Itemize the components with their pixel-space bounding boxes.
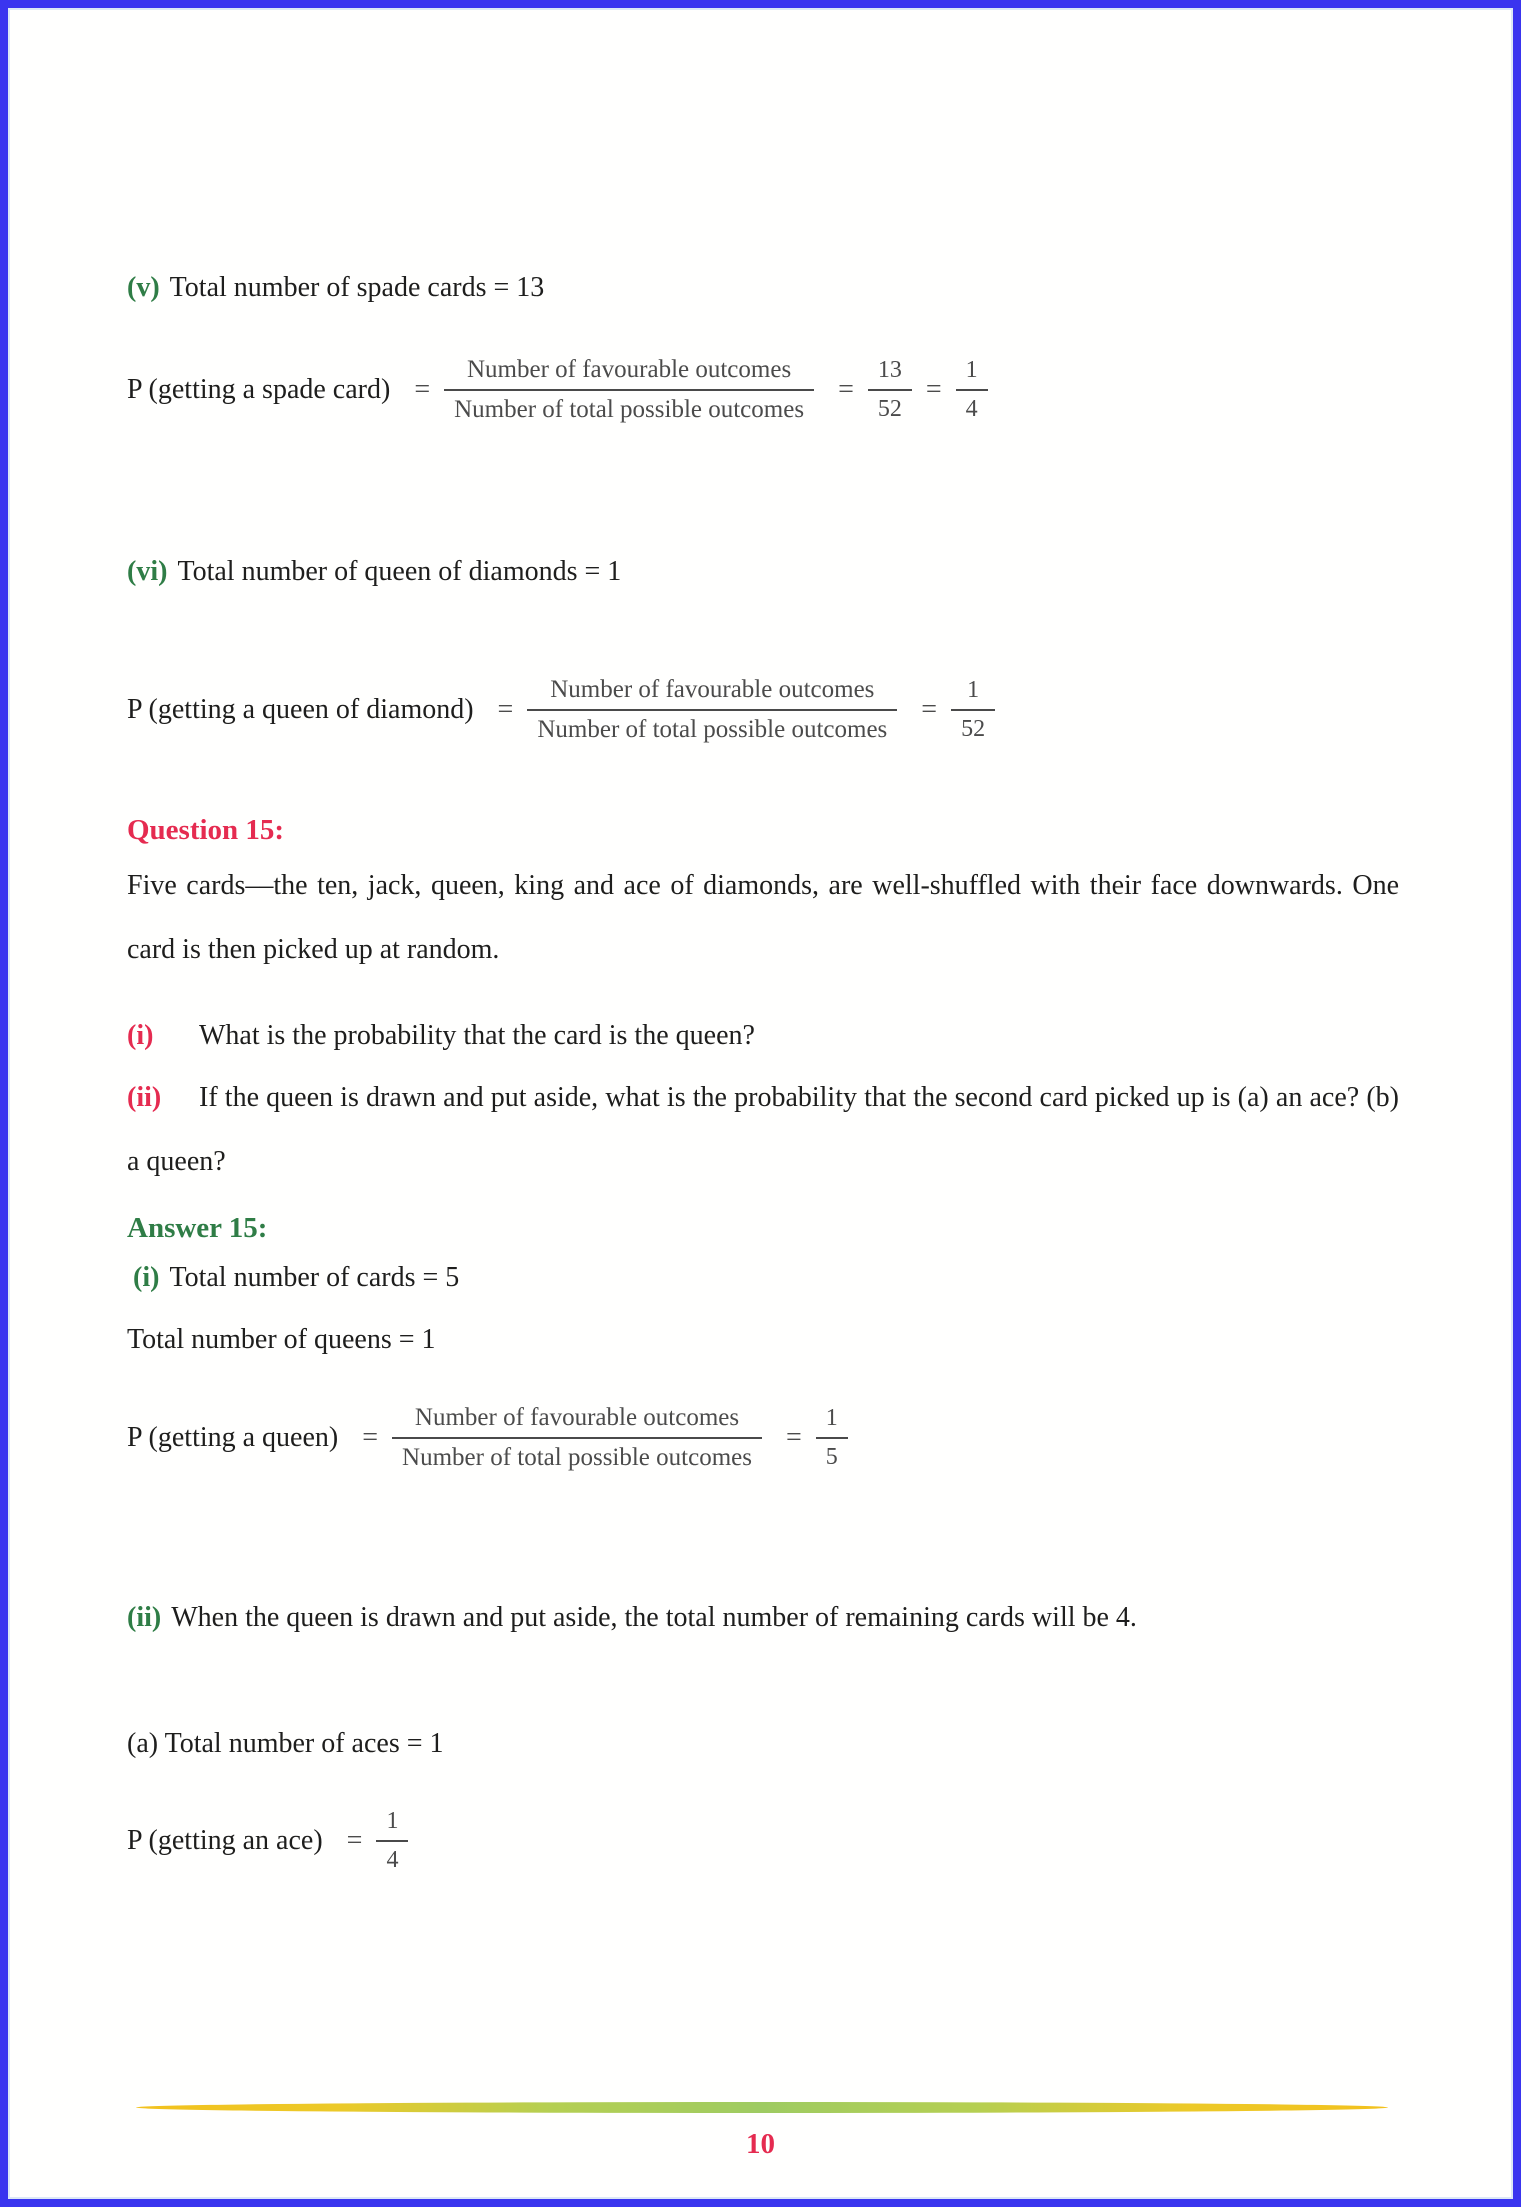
- fraction-numerator: Number of favourable outcomes: [414, 1404, 740, 1431]
- question-item-ii-marker: (ii): [127, 1082, 162, 1113]
- item-v-marker: (v): [127, 272, 160, 303]
- question-item-i-text: What is the probability that the card is the queen?: [199, 1020, 755, 1051]
- fraction-outcomes: [444, 356, 814, 424]
- equals-sign: =: [362, 1422, 379, 1453]
- equals-sign: =: [921, 694, 938, 725]
- question-item-i-marker: (i): [127, 1020, 154, 1051]
- fraction-outcomes: [527, 676, 897, 744]
- fraction-1-5: [816, 1405, 848, 1471]
- formula-ace: [127, 1808, 408, 1874]
- fraction-denominator: 52: [868, 389, 912, 423]
- answer-line-1: [127, 1256, 459, 1300]
- formula-queen-label: P (getting a queen): [127, 1422, 339, 1453]
- footer-divider-line: [136, 2102, 1388, 2113]
- question-paragraph: Five cards––the ten, jack, queen, king and ace of diamonds, are well-shuffled with their face downwards. One card is then picked up at random.: [127, 870, 1399, 965]
- fraction-denominator: Number of total possible outcomes: [444, 389, 814, 424]
- fraction-numerator: 1: [386, 1808, 399, 1834]
- question-heading: Question 15:: [127, 814, 285, 846]
- equals-sign: =: [838, 374, 854, 405]
- fraction-13-52: [868, 357, 912, 423]
- page-number: 10: [746, 2128, 775, 2160]
- item-v-text: Total number of spade cards = 13: [169, 272, 545, 303]
- answer-line-1-text: Total number of cards = 5: [169, 1262, 460, 1293]
- answer-item-ii-marker: (ii): [127, 1602, 162, 1633]
- fraction-numerator: 1: [965, 357, 978, 383]
- fraction-denominator: 4: [376, 1840, 408, 1874]
- item-v-line: [127, 266, 544, 310]
- fraction-denominator: Number of total possible outcomes: [527, 709, 897, 744]
- answer-heading: Answer 15:: [127, 1212, 268, 1244]
- formula-queen-diamond-label: P (getting a queen of diamond): [127, 694, 474, 725]
- question-item-i: [127, 1004, 1399, 1068]
- fraction-denominator: Number of total possible outcomes: [392, 1437, 762, 1472]
- answer-item-ii-text: When the queen is drawn and put aside, the total number of remaining cards will be 4.: [171, 1602, 1137, 1633]
- formula-spade-label: P (getting a spade card): [127, 374, 391, 405]
- item-vi-text: Total number of queen of diamonds = 1: [177, 556, 622, 587]
- item-vi-line: [127, 550, 621, 594]
- fraction-numerator: 1: [825, 1405, 838, 1431]
- fraction-denominator: 52: [951, 709, 995, 743]
- equals-sign: =: [497, 694, 514, 725]
- fraction-1-4: [376, 1808, 408, 1874]
- equals-sign: =: [414, 374, 431, 405]
- answer-item-i-marker: (i): [133, 1262, 160, 1293]
- fraction-numerator: Number of favourable outcomes: [466, 356, 792, 383]
- question-item-ii-text: If the queen is drawn and put aside, what is the probability that the second card picked up is (a) an ace? (b) a queen?: [127, 1082, 1399, 1177]
- fraction-numerator: 1: [967, 677, 980, 703]
- formula-spade: [127, 356, 988, 424]
- formula-queen: [127, 1404, 848, 1472]
- question-item-ii: [127, 1066, 1399, 1194]
- fraction-1-52: [951, 677, 995, 743]
- fraction-denominator: 5: [816, 1437, 848, 1471]
- equals-sign: =: [925, 374, 942, 405]
- fraction-denominator: 4: [956, 389, 988, 423]
- answer-line-2: Total number of queens = 1: [127, 1324, 436, 1355]
- fraction-outcomes: [392, 1404, 762, 1472]
- fraction-numerator: 13: [877, 357, 902, 383]
- formula-ace-label: P (getting an ace): [127, 1825, 323, 1856]
- answer-line-a: (a) Total number of aces = 1: [127, 1728, 444, 1759]
- equals-sign: =: [346, 1825, 363, 1856]
- fraction-1-4: [956, 357, 988, 423]
- item-vi-marker: (vi): [127, 556, 168, 587]
- equals-sign: =: [785, 1422, 802, 1453]
- fraction-numerator: Number of favourable outcomes: [550, 676, 875, 703]
- formula-queen-diamond: [127, 676, 995, 744]
- answer-item-ii: [127, 1586, 1399, 1650]
